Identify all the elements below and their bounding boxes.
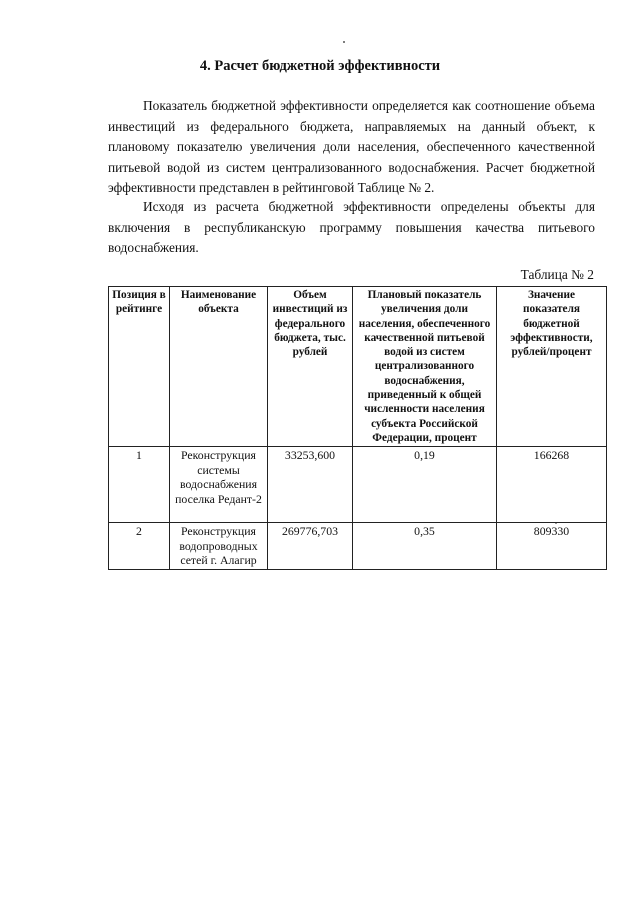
- table-row: [109, 447, 607, 523]
- header-efficiency-value: Значение показателя бюджетной эффективности, рублей/процент: [497, 287, 607, 447]
- rating-table: [108, 286, 607, 570]
- cell-position: 2: [109, 523, 170, 570]
- cell-planned-indicator: 0,19: [353, 447, 497, 523]
- paragraph-budget-efficiency-definition: Показатель бюджетной эффективности определяется как соотношение объема инвестиций из федерального бюджета, направляемых на данный объект, к плановому показателю увеличения доли населения, обеспеченного качественной питьевой водой из систем централизованного водоснабжения. Расчет бюджетной эффективности представлен в рейтинговой Таблице № 2.: [108, 98, 595, 195]
- table-header-row: [109, 287, 607, 447]
- cell-object-name: Реконструкция водопроводных сетей г. Алагир: [170, 523, 268, 570]
- header-rating-position: Позиция в рейтинге: [109, 287, 170, 447]
- table-caption: Таблица № 2: [520, 267, 594, 282]
- paragraph-selection-result: Исходя из расчета бюджетной эффективности определены объекты для включения в республиканскую программу повышения качества питьевого водоснабжения.: [108, 199, 595, 255]
- cell-efficiency: 809330: [497, 523, 607, 570]
- scan-speck: [343, 41, 345, 43]
- header-object-name: Наименование объекта: [170, 287, 268, 447]
- header-investment-volume: Объем инвестиций из федерального бюджета, тыс. рублей: [268, 287, 353, 447]
- section-title: 4. Расчет бюджетной эффективности: [199, 58, 441, 74]
- table-row: [109, 523, 607, 570]
- cell-object-name: Реконструкция системы водоснабжения поселка Редант-2: [170, 447, 268, 523]
- cell-position: 1: [109, 447, 170, 523]
- cell-planned-indicator: 0,35: [353, 523, 497, 570]
- header-planned-indicator: Плановый показатель увеличения доли населения, обеспеченного качественной питьевой водой из систем централизованного водоснабжения, приведенный к общей численности населения субъекта Российской Федерации, процент: [353, 287, 497, 447]
- cell-efficiency: 166268: [497, 447, 607, 523]
- cell-investment: 33253,600: [268, 447, 353, 523]
- cell-investment: 269776,703: [268, 523, 353, 570]
